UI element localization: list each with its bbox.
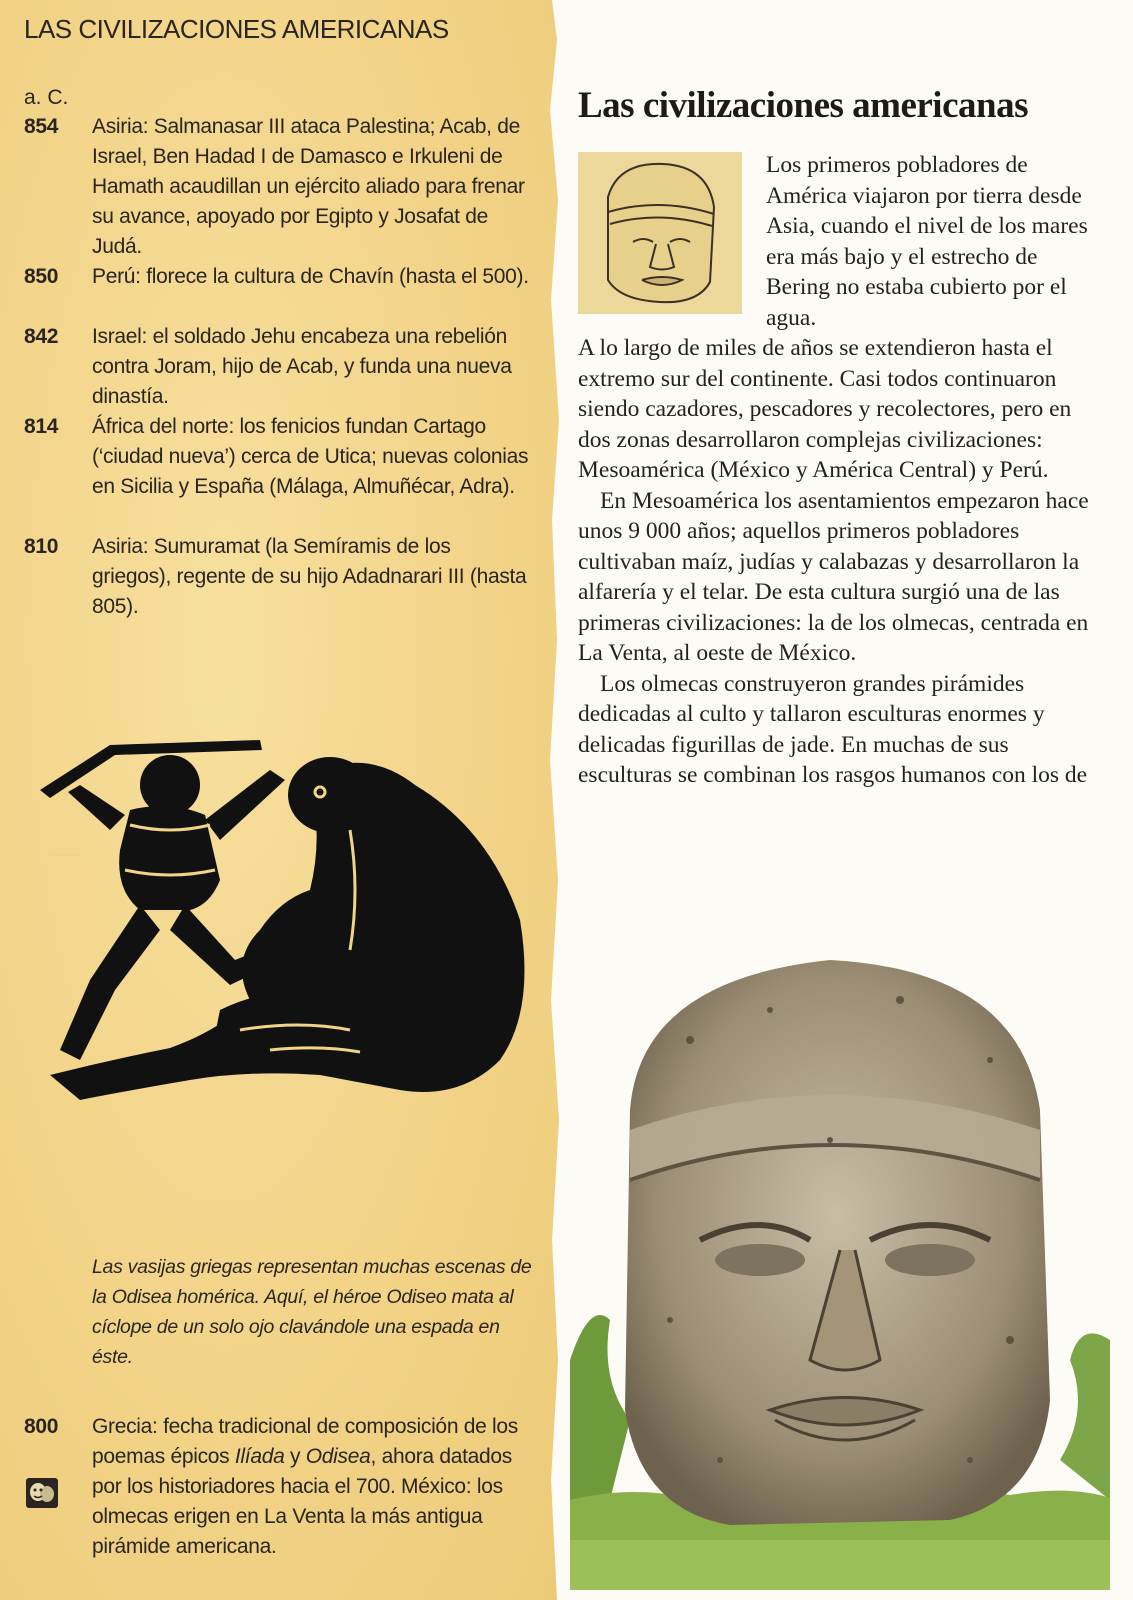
era-label: a. C. <box>24 86 69 109</box>
article-body <box>578 333 1108 791</box>
article-intro: Los primeros pobladores de América viajaron por tierra desde Asia, cuando el nivel de los mares era más bajo y el estrecho de Bering no estaba cubierto por el agua. <box>766 152 1088 331</box>
timeline-year: 800 <box>24 1415 59 1438</box>
article-title: Las civilizaciones americanas <box>578 85 1028 126</box>
italic-title: Odisea <box>305 1445 371 1468</box>
article-paragraph: En Mesoamérica los asentamientos empezaron hace unos 9 000 años; aquellos primeros pobladores cultivaban maíz, judías y calabazas y desarrollaron la alfarería y el telar. De esta cultura surgió una de las primeras civilizaciones: la de los olmecas, centrada en La Venta, al oeste de México. <box>578 487 1089 666</box>
page-header: LAS CIVILIZACIONES AMERICANAS <box>24 14 449 44</box>
illustration-caption: Las vasijas griegas representan muchas escenas de la Odisea homérica. Aquí, el héroe Odiseo mata al cíclope de un solo ojo clavándole una espada en éste. <box>92 1256 532 1368</box>
timeline-year: 850 <box>24 265 59 288</box>
timeline-text: África del norte: los fenicios fundan Cartago (‘ciudad nueva’) cerca de Utica; nuevas colonias en Sicilia y España (Málaga, Almuñécar, Adra). <box>92 415 529 498</box>
timeline-text <box>92 1412 532 1562</box>
olmec-head-sketch <box>578 152 742 314</box>
timeline-year: 810 <box>24 535 59 558</box>
theater-masks-icon <box>26 1478 58 1508</box>
timeline-text: Israel: el soldado Jehu encabeza una rebelión contra Joram, hijo de Acab, y funda una nueva dinastía. <box>92 325 512 408</box>
timeline-text: Asiria: Salmanasar III ataca Palestina; Acab, de Israel, Ben Hadad I de Damasco e Irkuleni de Hamath acaudillan un ejército aliado para frenar su avance, apoyado por Egipto y Josafat de Judá. <box>92 115 525 258</box>
timeline-year: 842 <box>24 325 59 348</box>
greek-vase-illustration <box>20 730 540 1130</box>
timeline-text: Asiria: Sumuramat (la Semíramis de los griegos), regente de su hijo Adadnarari III (hasta 805). <box>92 535 527 618</box>
timeline-year: 814 <box>24 415 59 438</box>
article-paragraph: Los olmecas construyeron grandes pirámides dedicadas al culto y tallaron esculturas enormes y delicadas figurillas de jade. En muchas de sus esculturas se combinan los rasgos humanos con los de <box>578 670 1088 788</box>
timeline-year: 854 <box>24 115 59 138</box>
olmec-colossal-head-illustration <box>570 940 1110 1590</box>
text-segment: Grecia: fecha tradicional de composición de los poemas épicos <box>92 1415 518 1468</box>
timeline-text: Perú: florece la cultura de Chavín (hasta el 500). <box>92 265 529 288</box>
italic-title: Ilíada <box>234 1445 285 1468</box>
article-paragraph: A lo largo de miles de años se extendieron hasta el extremo sur del continente. Casi todos continuaron siendo cazadores, pescadores y recolectores, pero en dos zonas desarrollaron complejas civilizaciones: Mesoamérica (México y América Central) y Perú. <box>578 335 1072 483</box>
text-segment: , ahora datados por los historiadores hacia el 700. México: los olmecas erigen en La Venta la más antigua pirámide americana. <box>92 1445 512 1558</box>
text-segment: y <box>284 1445 306 1468</box>
